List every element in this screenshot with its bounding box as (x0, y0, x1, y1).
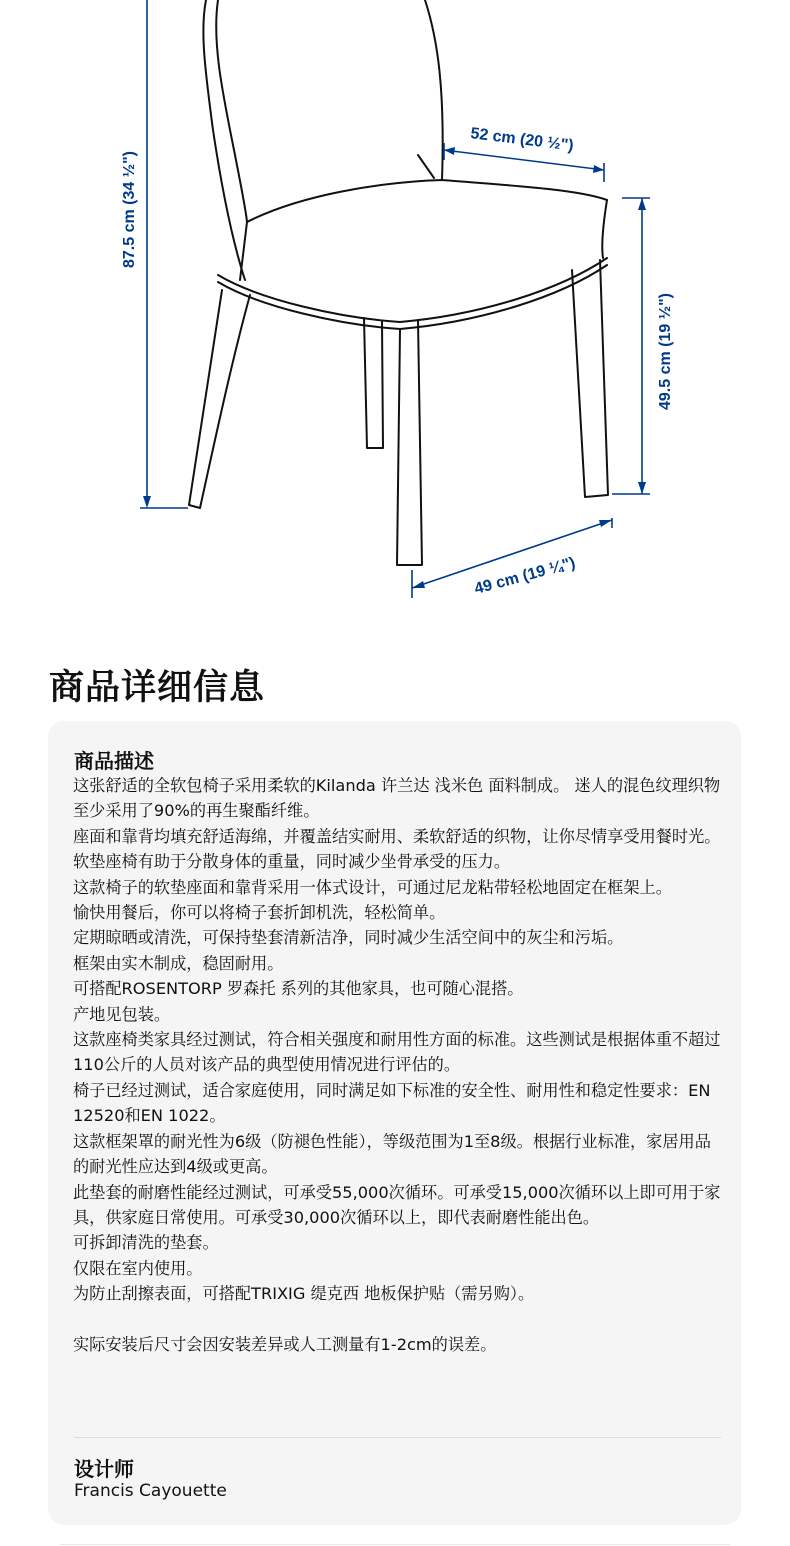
description-line: 可拆卸清洗的垫套。 (73, 1233, 219, 1253)
description-line: 这张舒适的全软包椅子采用柔软的Kilanda 许兰达 浅米色 面料制成。 迷人的混色纹理织物至少采用了90%的再生聚酯纤维。 (73, 776, 721, 821)
description-line: 产地见包装。 (73, 1004, 171, 1024)
seat-height-dimension-label: 49.5 cm (19 ½") (657, 293, 674, 410)
description-line: 座面和靠背均填充舒适海绵，并覆盖结实耐用、柔软舒适的织物，让你尽情享受用餐时光。 (73, 826, 721, 846)
details-card (48, 721, 741, 1525)
description-line: 仅限在室内使用。 (73, 1258, 203, 1278)
depth-dimension-label: 49 cm (19 ¼") (472, 554, 578, 598)
designer-name: Francis Cayouette (74, 1481, 227, 1501)
page-title: 商品详细信息 (49, 668, 266, 708)
description-line: 椅子已经过测试，适合家庭使用，同时满足如下标准的安全性、耐用性和稳定性要求：EN 12520和EN 1022。 (73, 1080, 711, 1126)
description-heading: 商品描述 (74, 749, 154, 773)
designer-heading: 设计师 (74, 1457, 134, 1481)
description-body (73, 773, 721, 1357)
description-line: 这款框架罩的耐光性为6级（防褪色性能），等级范围为1至8级。根据行业标准，家居用品的耐光性应达到4级或更高。 (73, 1131, 711, 1177)
height-dimension-label: 87.5 cm (34 ½") (121, 151, 138, 268)
description-line: 软垫座椅有助于分散身体的重量，同时减少坐骨承受的压力。 (73, 852, 511, 872)
description-line: 为防止刮擦表面，可搭配TRIXIG 缇克西 地板保护贴（需另购）。 (73, 1284, 535, 1304)
bottom-divider (60, 1544, 730, 1545)
description-line: 可搭配ROSENTORP 罗森托 系列的其他家具，也可随心混搭。 (73, 979, 524, 999)
description-line: 愉快用餐后，你可以将椅子套折卸机洗，轻松简单。 (73, 903, 446, 923)
measurement-note: 实际安装后尺寸会因安装差异或人工测量有1-2cm的误差。 (73, 1334, 497, 1354)
section-divider (74, 1437, 721, 1438)
paragraph-spacer (73, 1307, 721, 1332)
chair-drawing (189, 0, 608, 565)
width-dimension-label: 52 cm (20 ½") (469, 125, 575, 155)
description-line: 这款座椅类家具经过测试，符合相关强度和耐用性方面的标准。这些测试是根据体重不超过110公斤的人员对该产品的典型使用情况进行评估的。 (73, 1030, 721, 1075)
chair-dimension-diagram (0, 0, 790, 640)
description-line: 定期晾晒或清洗，可保持垫套清新洁净，同时减少生活空间中的灰尘和污垢。 (73, 928, 624, 948)
description-line: 这款椅子的软垫座面和靠背采用一体式设计，可通过尼龙粘带轻松地固定在框架上。 (73, 877, 672, 897)
description-line: 框架由实木制成，稳固耐用。 (73, 953, 284, 973)
description-line: 此垫套的耐磨性能经过测试，可承受55,000次循环。可承受15,000次循环以上即可用于家具，供家庭日常使用。可承受30,000次循环以上，即代表耐磨性能出色。 (73, 1182, 721, 1227)
